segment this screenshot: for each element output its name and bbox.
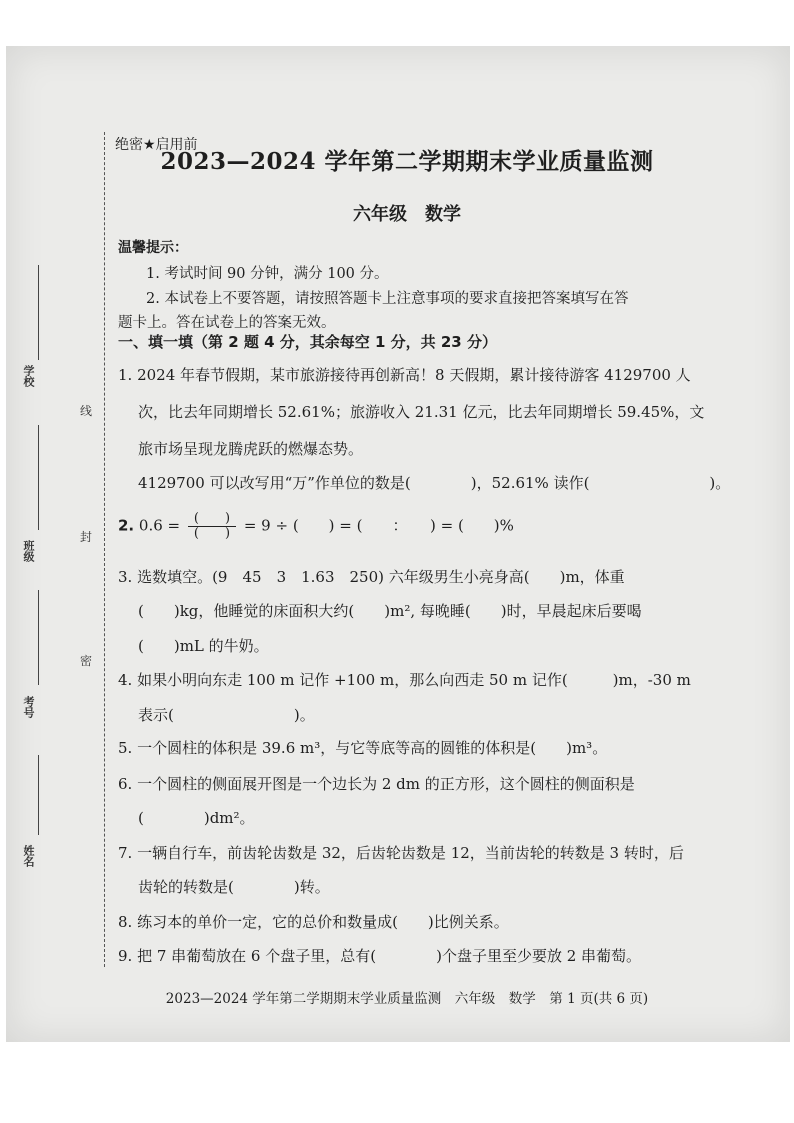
page-footer: 2023—2024 学年第二学期期末学业质量监测 六年级 数学 第 1 页(共 6 页) — [165, 991, 649, 1007]
question-2-fraction — [188, 512, 236, 541]
question-2 — [118, 512, 514, 541]
class-blank-line — [38, 425, 39, 530]
question-7-line-1: 7. 一辆自行车，前齿轮齿数是 32，后齿轮齿数是 12，当前齿轮的转数是 3 转时，后 — [118, 844, 684, 862]
tips-heading: 温馨提示： — [118, 240, 188, 256]
question-3-line-3: ( )mL 的牛奶。 — [138, 637, 269, 655]
exam-subtitle: 六年级 数学 — [353, 204, 461, 225]
school-blank-line — [38, 265, 39, 360]
exam-paper-photo — [6, 46, 790, 1042]
question-4-line-1: 4. 如果小明向东走 100 m 记作 +100 m，那么向西走 50 m 记作( )m，-30 m — [118, 671, 691, 689]
exam-title: 2023—2024 学年第二学期期末学业质量监测 — [160, 148, 654, 175]
question-1-line-2: 次，比去年同期增长 52.61%；旅游收入 21.31 亿元，比去年同期增长 59.45%，文 — [138, 403, 705, 421]
question-4-line-2: 表示( )。 — [138, 706, 315, 724]
question-3-line-1: 3. 选数填空。(9 45 3 1.63 250) 六年级男生小亮身高( )m，体重 — [118, 568, 625, 586]
question-1-line-3: 旅市场呈现龙腾虎跃的燃爆态势。 — [138, 440, 364, 458]
secret-mark: 绝密★启用前 — [115, 137, 198, 153]
question-2-number: 2. — [118, 516, 135, 535]
exam-number-label: 考号 — [22, 696, 35, 718]
question-6-line-1: 6. 一个圆柱的侧面展开图是一个边长为 2 dm 的正方形，这个圆柱的侧面积是 — [118, 775, 635, 793]
question-2-part-b: = 9 ÷ ( ) = ( ： ) = ( )% — [243, 516, 514, 535]
seal-char-mi: 密 — [80, 654, 93, 668]
tip-item-2-line-2: 题卡上。答在试卷上的答案无效。 — [118, 315, 336, 331]
seal-char-line: 线 — [80, 404, 93, 418]
question-8: 8. 练习本的单价一定，它的总价和数量成( )比例关系。 — [118, 913, 509, 931]
class-label: 班级 — [22, 540, 35, 562]
section-1-heading: 一、填一填（第 2 题 4 分，其余每空 1 分，共 23 分） — [118, 333, 497, 351]
name-blank-line — [38, 755, 39, 835]
question-3-line-2: ( )kg，他睡觉的床面积大约( )m², 每晚睡( )时，早晨起床后要喝 — [138, 602, 642, 620]
question-9: 9. 把 7 串葡萄放在 6 个盘子里，总有( )个盘子里至少要放 2 串葡萄。 — [118, 947, 642, 965]
exam-number-blank-line — [38, 590, 39, 685]
fraction-denominator-blank: ( ) — [193, 526, 231, 541]
question-2-part-a: 0.6 = — [138, 516, 181, 535]
question-1-line-1: 1. 2024 年春节假期，某市旅游接待再创新高！8 天假期，累计接待游客 4129700 人 — [118, 366, 691, 384]
question-7-line-2: 齿轮的转数是( )转。 — [138, 878, 330, 896]
binding-dashed-line — [104, 132, 105, 967]
fraction-numerator-blank: ( ) — [188, 512, 236, 527]
tip-item-1: 1. 考试时间 90 分钟，满分 100 分。 — [146, 266, 389, 282]
school-label: 学校 — [22, 365, 35, 387]
question-5: 5. 一个圆柱的体积是 39.6 m³，与它等底等高的圆锥的体积是( )m³。 — [118, 739, 608, 757]
name-label: 姓名 — [22, 845, 35, 867]
question-6-line-2: ( )dm²。 — [138, 809, 255, 827]
seal-char-feng: 封 — [80, 530, 93, 544]
question-1-line-4: 4129700 可以改写用“万”作单位的数是( )，52.61% 读作( )。 — [138, 474, 731, 492]
tip-item-2-line-1: 2. 本试卷上不要答题，请按照答题卡上注意事项的要求直接把答案填写在答 — [146, 291, 629, 307]
